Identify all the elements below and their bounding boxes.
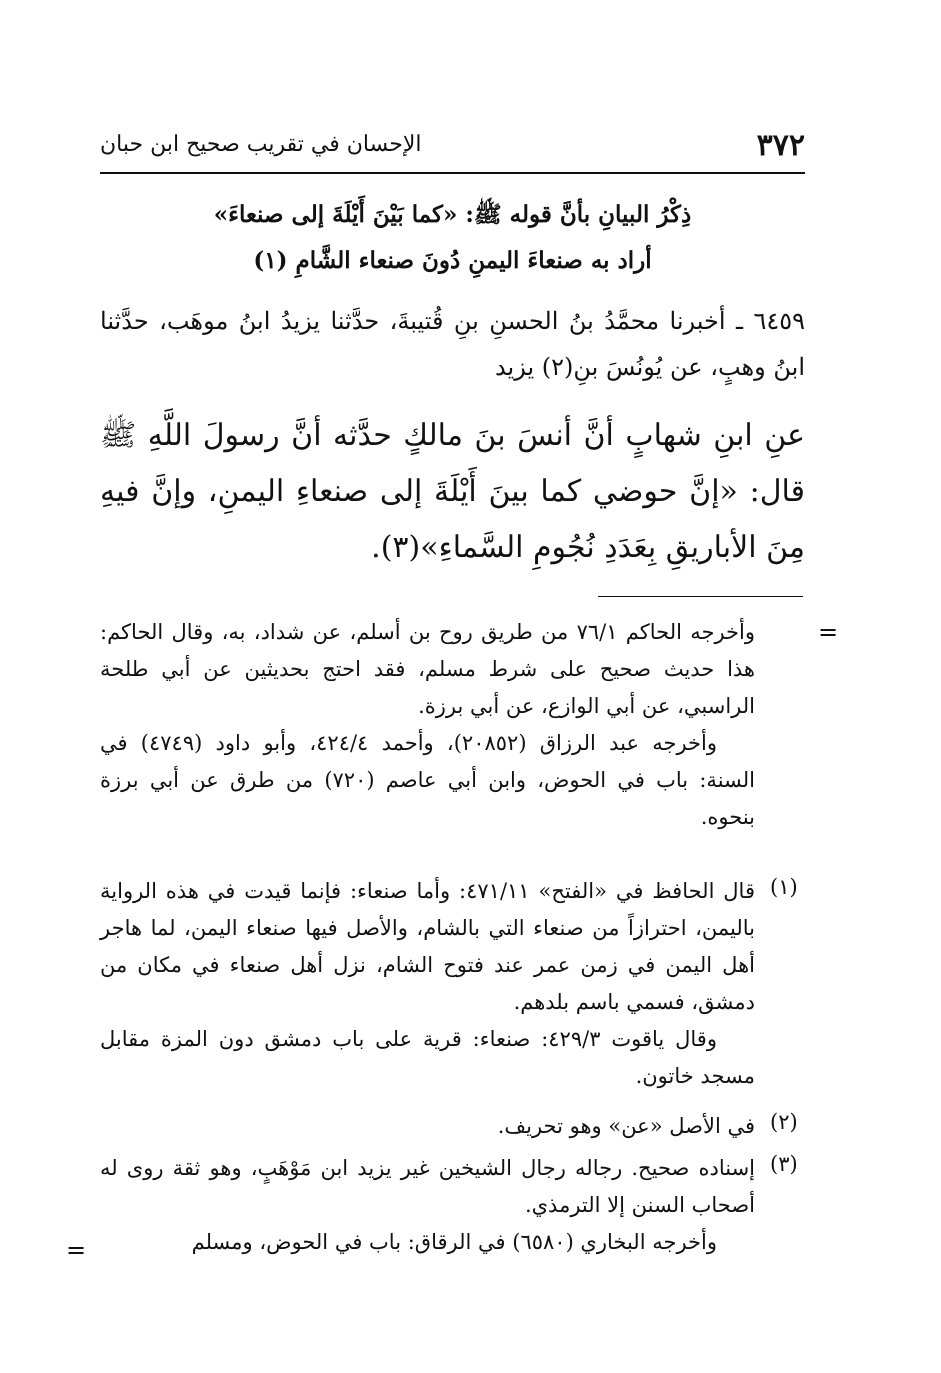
footnote-3 [100,1150,755,1261]
footnote-3-p2: وأخرجه البخاري (٦٥٨٠) في الرقاق: باب في الحوض، ومسلم [191,1230,717,1254]
footnote-continued [100,614,755,836]
footnote-2 [100,1108,755,1145]
hadith-text [100,408,805,576]
footnote-2-number: (٢) [770,1110,798,1134]
footnote-3-p1: إسناده صحيح. رجاله رجال الشيخين غير يزيد ابن مَوْهَبٍ، وهو ثقة روى له أصحاب السنن إلا الترمذي. [100,1156,755,1217]
isnad-text: ٦٤٥٩ ـ أخبرنا محمَّدُ بنُ الحسنِ بنِ قُتيبةَ، حدَّثنا يزيدُ ابنُ موهَب، حدَّثنا ابنُ وهبٍ، عن يُونُسَ بنِ(٢) يزيد [100,307,805,381]
running-title: الإحسان في تقريب صحيح ابن حبان [100,132,422,157]
matn-text: عنِ ابنِ شهابٍ أنَّ أنسَ بنَ مالكٍ حدَّثه أنَّ رسولَ اللَّهِ ﷺ قال: «إنَّ حوضي كما بينَ أَيْلَةَ إلى صنعاءِ اليمنِ، وإنَّ فيهِ مِنَ الأباريقِ بِعَدَدِ نُجُومِ السَّماءِ»(٣). [100,418,805,565]
footnote-rule [598,596,803,597]
continuation-mark-top: = [818,618,839,646]
footnote-1-p2: وقال ياقوت ٤٢٩/٣: صنعاء: قرية على باب دمشق دون المزة مقابل مسجد خاتون. [100,1027,755,1088]
section-heading [100,192,805,284]
footnote-2-text: في الأصل «عن» وهو تحريف. [497,1114,755,1138]
footnote-1 [100,873,755,1095]
footnote-continued-p1: وأخرجه الحاكم ٧٦/١ من طريق روح بن أسلم، عن شداد، به، وقال الحاكم: هذا حديث صحيح على شرط مسلم، فقد احتج بحديثين عن أبي طلحة الراسبي، عن أبي الوازع، عن أبي برزة. [100,620,755,718]
heading-line-1: ذِكْرُ البيانِ بأنَّ قوله ﷺ: «كما بَيْنَ أَيْلَةَ إلى صنعاءَ» [213,201,692,228]
footnote-3-number: (٣) [770,1152,798,1176]
isnad-paragraph [100,298,805,390]
heading-line-2: أراد به صنعاءَ اليمنِ دُونَ صنعاء الشَّامِ (١) [253,247,652,274]
page-number: ٣٧٢ [756,128,805,163]
continuation-mark-bottom: = [66,1236,87,1264]
footnote-continued-p2: وأخرجه عبد الرزاق (٢٠٨٥٢)، وأحمد ٤٢٤/٤، وأبو داود (٤٧٤٩) في السنة: باب في الحوض، وابن أبي عاصم (٧٢٠) من طرق عن أبي برزة بنحوه. [100,731,755,829]
header-rule [100,172,805,174]
footnote-1-number: (١) [770,875,798,899]
running-header [100,128,805,168]
footnote-1-p1: قال الحافظ في «الفتح» ٤٧١/١١: وأما صنعاء: فإنما قيدت في هذه الرواية باليمن، احترازاً من صنعاء التي بالشام، والأصل فيها صنعاء اليمن، لما هاجر أهل اليمن في زمن عمر عند فتوح الشام، نزل أهل صنعاء في مكان من دمشق، فسمي باسم بلدهم. [100,879,755,1014]
